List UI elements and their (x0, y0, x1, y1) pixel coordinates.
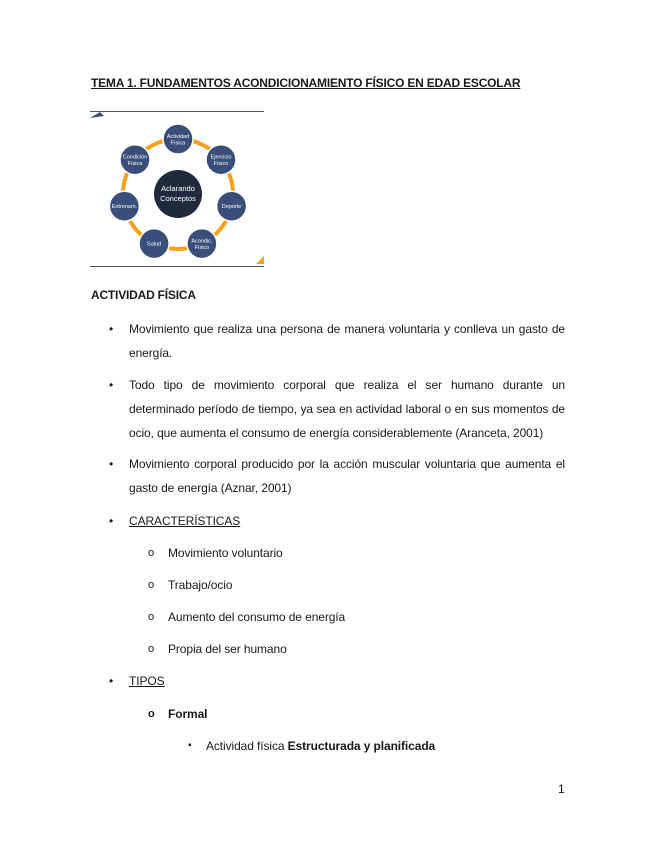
list-item-definition-3: • Movimiento corporal producido por la acción muscular voluntaria que aumenta el gasto de energía (Aznar, 2001) (129, 452, 565, 500)
cycle-node-1-label: Física (170, 140, 186, 147)
list-item-types (129, 669, 565, 693)
characteristics-heading: CARACTERÍSTICAS (129, 514, 241, 528)
list-item-type-formal: o Formal (168, 706, 207, 722)
list-item-characteristic-4: o Propia del ser humano (168, 641, 287, 657)
page-title: TEMA 1. FUNDAMENTOS ACONDICIONAMIENTO FÍSICO EN EDAD ESCOLAR (91, 76, 521, 90)
cycle-node-1-label: Actividad (166, 133, 190, 140)
cycle-node-2-label: Físico (213, 161, 229, 167)
list-item-characteristic-1: o Movimiento voluntario (168, 545, 283, 561)
cycle-node-7-label: Física (127, 161, 143, 167)
cycle-node-6-label: Entrenam. (111, 204, 138, 211)
cycle-node-4-label: Físico (194, 244, 210, 251)
types-heading: TIPOS (129, 674, 165, 688)
list-item-characteristics (129, 509, 565, 533)
corner-accent-top-left (90, 112, 104, 118)
formal-description-emphasis: Estructurada y planificada (287, 739, 436, 753)
list-item-characteristic-2: o Trabajo/ocio (168, 577, 232, 593)
cycle-node-7-label: Condición (122, 154, 148, 161)
section-heading: ACTIVIDAD FÍSICA (91, 288, 196, 302)
center-label-line-2: Conceptos (160, 194, 196, 203)
corner-accent-bottom-right (256, 256, 264, 264)
list-item-formal-description (206, 738, 435, 754)
list-item-definition-2: • Todo tipo de movimiento corporal que realiza el ser humano durante un determinado período de tiempo, ya sea en actividad laboral o en sus momentos de ocio, que aumenta el consumo de energía considerablemente (Aranceta, 2001) (129, 373, 565, 445)
cycle-node-3-label: Deporte (221, 204, 242, 211)
center-label-line-1: Aclarando (161, 184, 195, 193)
cycle-node-2-label: Ejercicio (210, 154, 232, 161)
cycle-node-4-label: Acondic. (191, 238, 213, 245)
page-number: 1 (558, 782, 565, 796)
list-item-characteristic-3: o Aumento del consumo de energía (168, 609, 345, 625)
list-item-definition-1: • Movimiento que realiza una persona de manera voluntaria y conlleva un gasto de energía. (129, 317, 565, 365)
concepts-cycle-diagram (90, 110, 264, 268)
formal-description-prefix: Actividad física (206, 739, 288, 753)
cycle-node-5-label: Salud (147, 241, 162, 248)
